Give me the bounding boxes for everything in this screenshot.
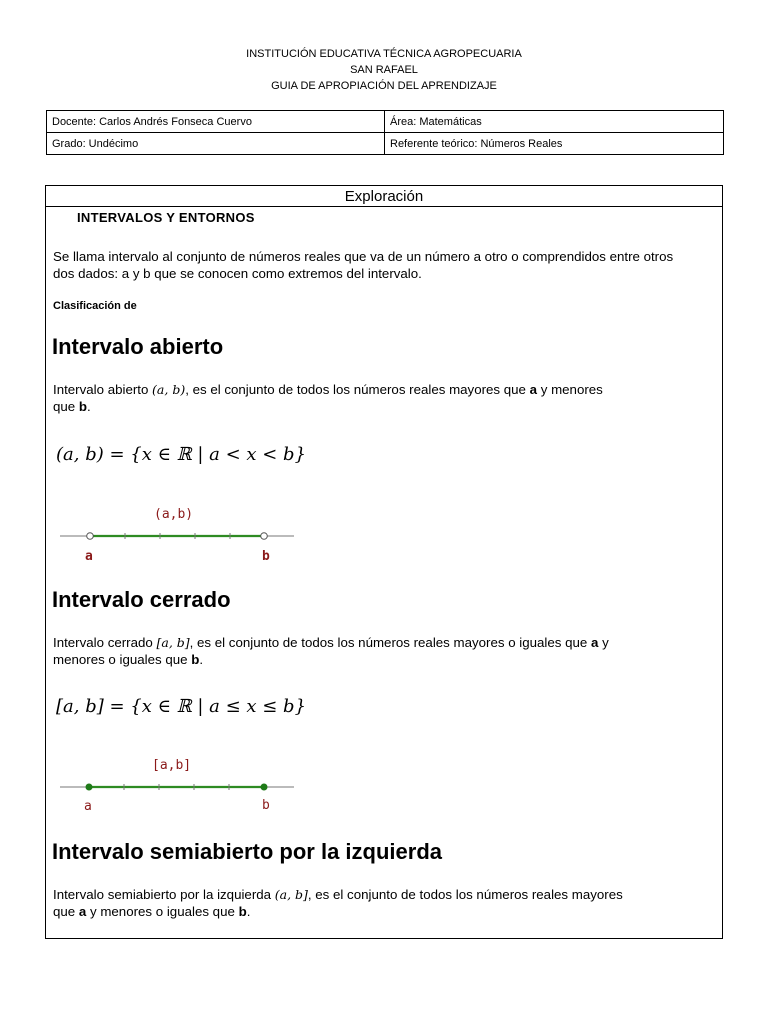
endpoint-label-b: b xyxy=(262,798,270,813)
text-segment: . xyxy=(246,904,251,919)
intro-line-1: Se llama intervalo al conjunto de números reales que va de un número a otro o comprendidos entre otros xyxy=(53,249,674,264)
notation-text: [a, b] xyxy=(156,635,190,650)
text-segment: , es el conjunto de todos los números reales mayores que xyxy=(185,382,530,397)
bold-b: b xyxy=(238,904,247,919)
closed-endpoint-b xyxy=(261,784,268,791)
half-open-left-text xyxy=(53,886,713,920)
reference-cell: Referente teórico: Números Reales xyxy=(385,133,724,155)
open-notation xyxy=(152,382,185,397)
text-segment: que xyxy=(53,904,79,919)
text-segment: y menores o iguales que xyxy=(86,904,239,919)
text-segment: Intervalo semiabierto por la izquierda xyxy=(53,887,275,902)
formula-left: (a, b) xyxy=(56,444,104,465)
open-endpoint-b xyxy=(261,533,268,540)
text-segment: . xyxy=(87,399,91,414)
section-subtitle: INTERVALOS Y ENTORNOS xyxy=(77,210,255,225)
half-open-left-heading: Intervalo semiabierto por la izquierda xyxy=(52,839,442,864)
closed-interval-formula: [a, b] = {x ∈ ℝ | a ≤ x ≤ b} xyxy=(56,696,307,717)
text-segment: Intervalo abierto xyxy=(53,382,153,397)
intro-paragraph xyxy=(53,248,713,282)
open-interval-heading: Intervalo abierto xyxy=(52,334,224,359)
bold-b: b xyxy=(78,399,88,414)
formula-right: {x ∈ ℝ | a < x < b} xyxy=(130,444,307,465)
half-open-notation xyxy=(275,887,308,902)
exploration-box xyxy=(45,185,723,939)
school-location: SAN RAFAEL xyxy=(350,64,418,76)
closed-notation xyxy=(156,635,189,650)
bold-a: a xyxy=(78,904,87,919)
exploration-title: Exploración xyxy=(46,186,722,207)
endpoint-label-a: a xyxy=(84,799,92,814)
grade-cell: Grado: Undécimo xyxy=(47,133,385,155)
closed-interval-text xyxy=(53,634,713,668)
closed-interval-heading: Intervalo cerrado xyxy=(52,587,231,612)
endpoint-label-b: b xyxy=(262,549,270,564)
text-segment: y menores xyxy=(537,382,603,397)
text-segment: . xyxy=(199,652,204,667)
info-table xyxy=(46,110,724,155)
bold-b: b xyxy=(191,652,200,667)
text-segment: Intervalo cerrado xyxy=(53,635,157,650)
notation-text: (a, b] xyxy=(274,887,308,902)
bold-a: a xyxy=(591,635,599,650)
classification-label: Clasificación de xyxy=(53,300,137,312)
notation-text: (a, b) xyxy=(152,382,186,397)
endpoint-label-a: a xyxy=(85,549,93,564)
text-segment: menores o iguales que xyxy=(53,652,192,667)
open-endpoint-a xyxy=(87,533,94,540)
open-interval-formula: (a, b) = {x ∈ ℝ | a < x < b} xyxy=(56,444,307,465)
guide-title: GUIA DE APROPIACIÓN DEL APRENDIZAJE xyxy=(271,80,497,92)
text-segment: , es el conjunto de todos los números reales mayores o iguales que xyxy=(189,635,591,650)
text-segment: que xyxy=(53,399,79,414)
bold-a: a xyxy=(529,382,538,397)
text-segment: y xyxy=(598,635,609,650)
intro-line-2: dos dados: a y b que se conocen como extremos del intervalo. xyxy=(53,266,422,281)
interval-label: (a,b) xyxy=(154,507,194,522)
formula-left: [a, b] xyxy=(56,696,104,717)
school-name: INSTITUCIÓN EDUCATIVA TÉCNICA AGROPECUARIA xyxy=(246,48,522,60)
open-interval-text xyxy=(53,381,713,415)
area-cell: Área: Matemáticas xyxy=(385,111,724,133)
text-segment: , es el conjunto de todos los números reales mayores xyxy=(307,887,623,902)
closed-interval-diagram xyxy=(56,756,306,816)
open-interval-diagram xyxy=(56,504,306,564)
interval-label: [a,b] xyxy=(152,758,192,773)
teacher-cell: Docente: Carlos Andrés Fonseca Cuervo xyxy=(47,111,385,133)
formula-right: {x ∈ ℝ | a ≤ x ≤ b} xyxy=(130,696,307,717)
closed-endpoint-a xyxy=(86,784,93,791)
